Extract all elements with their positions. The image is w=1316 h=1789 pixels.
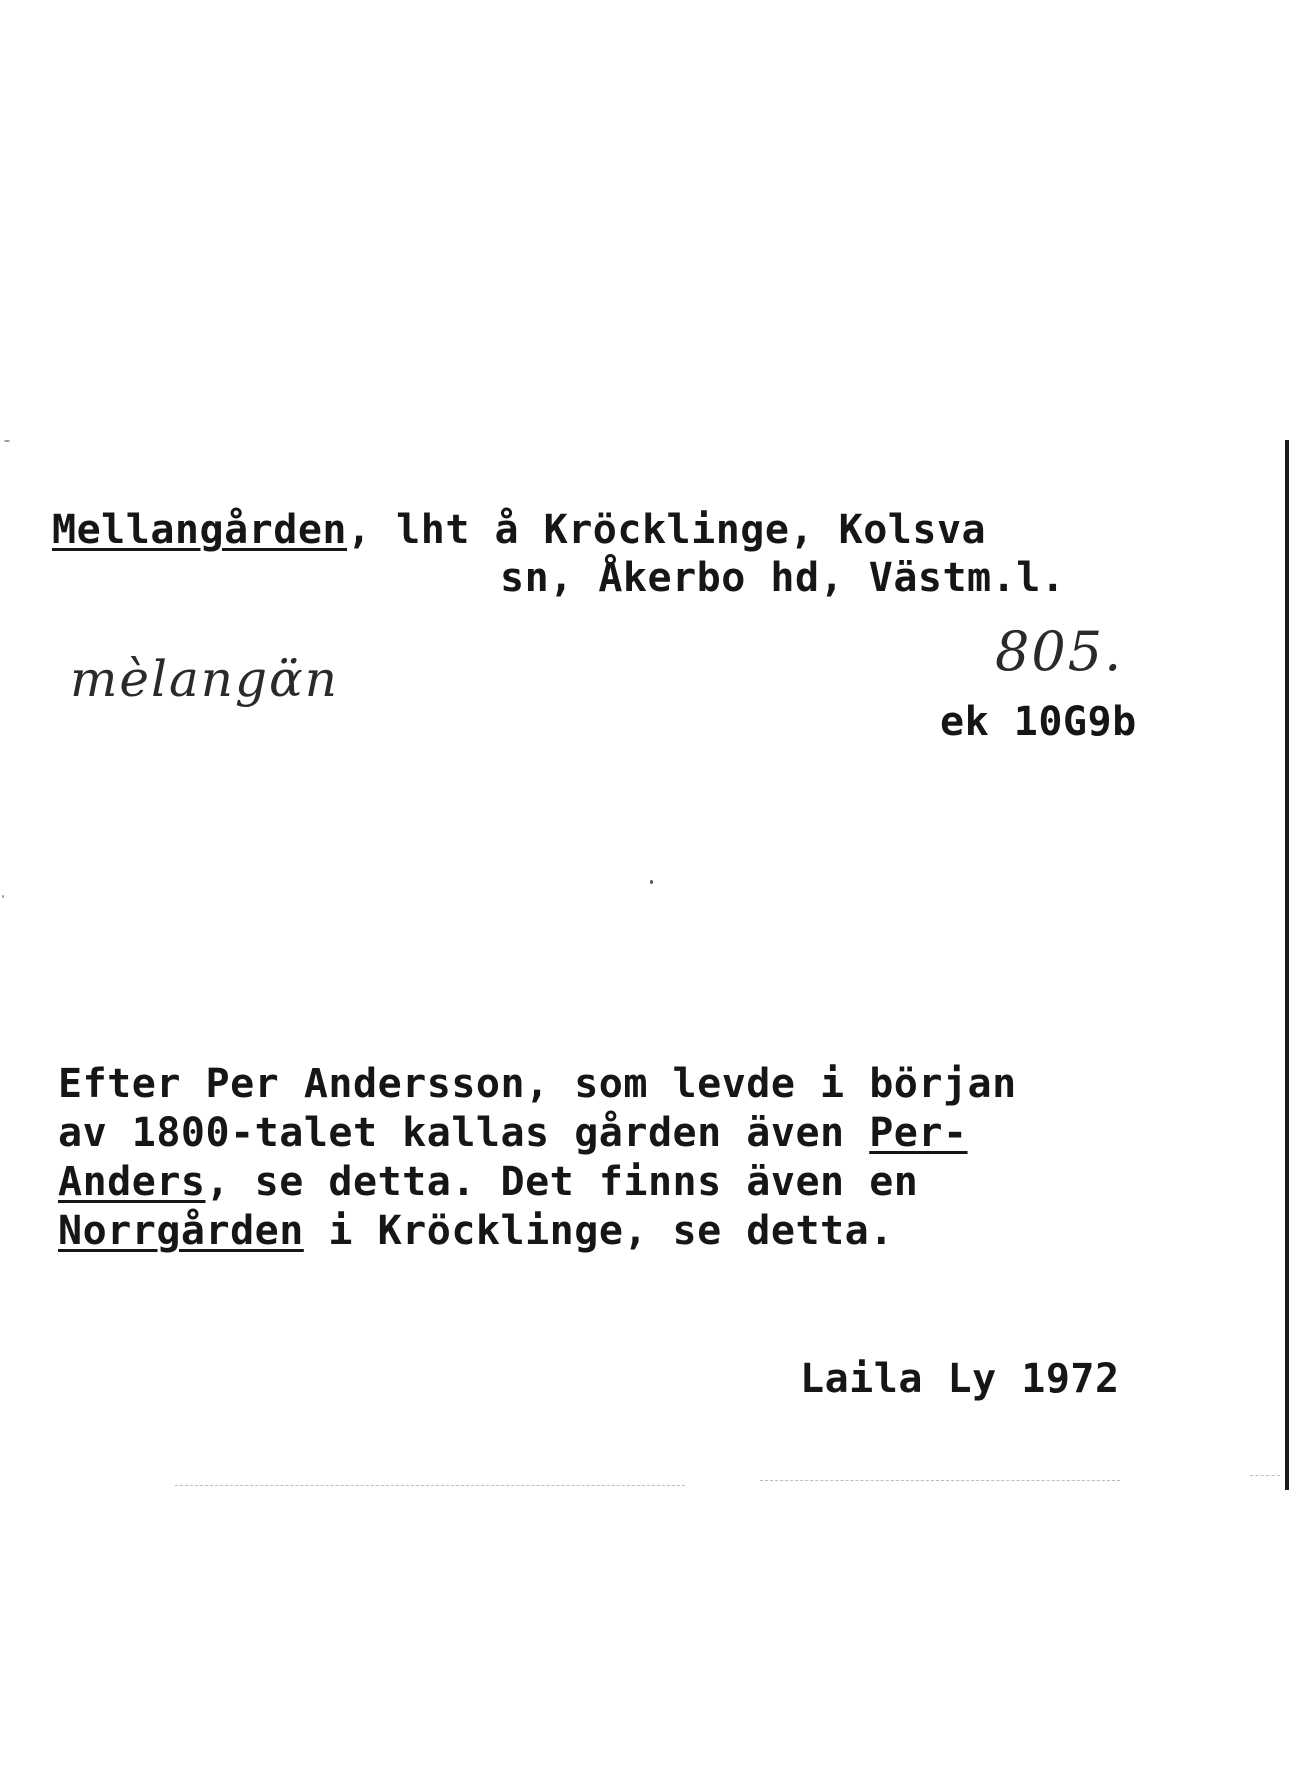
header-line-1 [52,508,986,552]
body-line-4-text: i Kröcklinge, se detta. [303,1208,894,1254]
pronunciation: mèlangɑ̈n [70,650,339,708]
dust-speck [4,440,10,442]
body-line-3-text: , se detta. Det finns även en [205,1159,919,1205]
cross-ref-per-anders-part1: Per- [869,1110,968,1156]
body-line-3 [58,1160,918,1204]
scan-edge-line [760,1480,1120,1481]
header-location: , lht å Kröcklinge, Kolsva [346,507,987,553]
dust-speck [650,880,653,884]
headword: Mellangården [52,507,347,553]
body-line-1: Efter Per Andersson, som levde i början [58,1061,1017,1107]
signature: Laila Ly 1972 [800,1356,1120,1402]
scan-edge-line [175,1485,685,1486]
body-line-2-text: av 1800-talet kallas gården även [58,1110,870,1156]
map-reference: ek 10G9b [940,699,1137,745]
cross-ref-per-anders-part2: Anders [58,1159,206,1205]
card-number: 805. [995,620,1124,683]
header-line-2: sn, Åkerbo hd, Västm.l. [500,555,1066,601]
cross-ref-norrgarden: Norrgården [58,1208,304,1254]
scan-edge-line [1250,1475,1280,1476]
body-line-4 [58,1209,894,1253]
body-line-2 [58,1111,968,1155]
dust-speck [2,895,4,898]
card-edge-line [1285,440,1289,1490]
